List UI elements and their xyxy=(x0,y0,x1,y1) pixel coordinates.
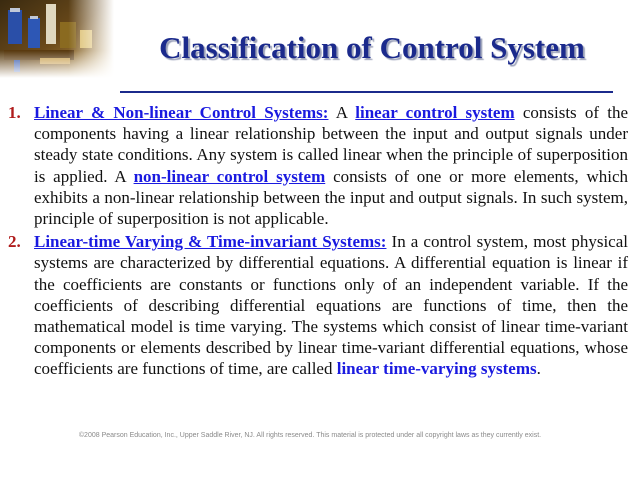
circuit-board-photo-icon xyxy=(0,0,114,78)
keyword-non-linear-control-system: non-linear control system xyxy=(133,166,326,186)
item-text: consists of one or more elements, which exhibits a non-linear relationship between the input and output signals. In such system, principle of superposition is not applicable. xyxy=(34,166,628,229)
list-item-time-varying xyxy=(8,231,628,379)
item-text: A xyxy=(328,103,356,122)
item-heading: Linear-time Varying & Time-invariant Systems: xyxy=(34,232,387,252)
keyword-linear-time-varying-systems: linear time-varying systems xyxy=(336,359,537,379)
classification-list xyxy=(8,102,628,382)
item-text: In a control system, most physical systems are characterized by differential equations. A differential equation is linear if the coefficients are constants or functions only of an independent variable. If the coefficients of describing differential equations are functions of time, then the mathematical model is time varying. The systems which consist of linear time-variant components or elements described by linear time-variant differential equations, whose coefficients are functions of time, are called xyxy=(34,232,628,379)
item-text: consists of the components having a linear relationship between the input and output signals under steady state conditions. Any system is called linear when the principle of superposition is applied. A xyxy=(34,103,629,186)
copyright-notice: ©2008 Pearson Education, Inc., Upper Saddle River, NJ. All rights reserved. This material is protected under all copyright laws as they currently exist. xyxy=(78,432,542,439)
item-text: . xyxy=(536,359,541,379)
list-item-linear-nonlinear xyxy=(8,102,628,229)
keyword-linear-control-system: linear control system xyxy=(355,103,515,122)
slide-title: Classification of Control System xyxy=(159,30,585,65)
item-heading: Linear & Non-linear Control Systems: xyxy=(34,103,329,122)
item-number: 2. xyxy=(8,232,21,252)
item-number: 1. xyxy=(8,103,21,122)
title-underline-divider xyxy=(120,91,613,93)
